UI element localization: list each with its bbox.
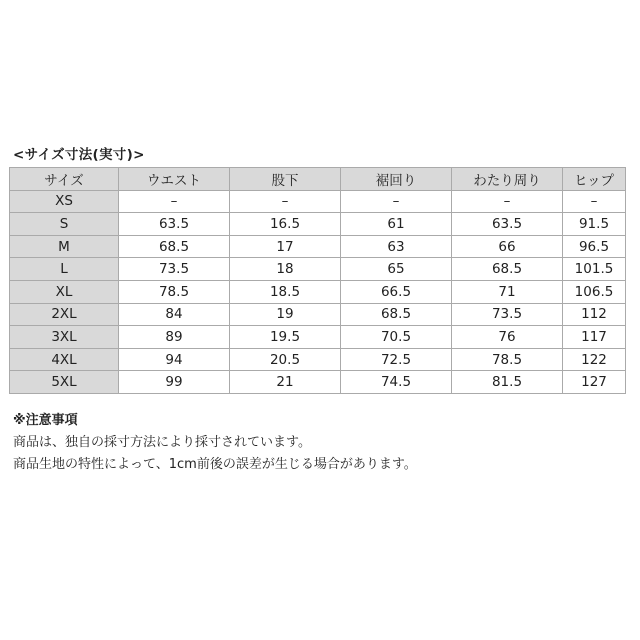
cell-size: S [10, 213, 119, 236]
cell-hip: 96.5 [563, 235, 626, 258]
cell-inseam: 19.5 [230, 326, 341, 349]
table-row [10, 235, 626, 258]
header-waist: ウエスト [119, 168, 230, 191]
cell-size: 5XL [10, 371, 119, 394]
cell-thigh: 63.5 [452, 213, 563, 236]
cell-hem: 74.5 [341, 371, 452, 394]
table-row [10, 371, 626, 394]
cell-thigh: 78.5 [452, 348, 563, 371]
cell-inseam: 20.5 [230, 348, 341, 371]
table-row [10, 303, 626, 326]
cell-thigh: – [452, 190, 563, 213]
cell-size: L [10, 258, 119, 281]
cell-inseam: 17 [230, 235, 341, 258]
cell-inseam: 21 [230, 371, 341, 394]
cell-hem: 70.5 [341, 326, 452, 349]
cell-size: XL [10, 280, 119, 303]
cell-hip: 127 [563, 371, 626, 394]
size-chart-title: <サイズ寸法(実寸)> [13, 147, 145, 163]
table-row [10, 258, 626, 281]
header-thigh: わたり周り [452, 168, 563, 191]
cell-hip: – [563, 190, 626, 213]
cell-hem: 66.5 [341, 280, 452, 303]
cell-thigh: 66 [452, 235, 563, 258]
cell-size: 2XL [10, 303, 119, 326]
cell-hip: 106.5 [563, 280, 626, 303]
cell-waist: 73.5 [119, 258, 230, 281]
cell-hem: 68.5 [341, 303, 452, 326]
header-hip: ヒップ [563, 168, 626, 191]
table-header-row [10, 168, 626, 191]
header-size: サイズ [10, 168, 119, 191]
cell-hip: 112 [563, 303, 626, 326]
note-line: 商品は、独自の採寸方法により採寸されています。 [13, 435, 311, 450]
cell-thigh: 68.5 [452, 258, 563, 281]
cell-size: 4XL [10, 348, 119, 371]
cell-size: XS [10, 190, 119, 213]
cell-waist: 89 [119, 326, 230, 349]
notes-title: ※注意事項 [13, 413, 78, 428]
table-row [10, 326, 626, 349]
cell-hip: 117 [563, 326, 626, 349]
cell-size: M [10, 235, 119, 258]
cell-hem: – [341, 190, 452, 213]
notes-section [13, 410, 417, 476]
note-line: 商品生地の特性によって、1cm前後の誤差が生じる場合があります。 [13, 457, 417, 472]
cell-inseam: – [230, 190, 341, 213]
cell-waist: – [119, 190, 230, 213]
cell-inseam: 19 [230, 303, 341, 326]
cell-thigh: 73.5 [452, 303, 563, 326]
cell-thigh: 81.5 [452, 371, 563, 394]
cell-thigh: 76 [452, 326, 563, 349]
table-row [10, 348, 626, 371]
cell-waist: 94 [119, 348, 230, 371]
cell-hem: 63 [341, 235, 452, 258]
table-row [10, 190, 626, 213]
cell-hip: 91.5 [563, 213, 626, 236]
cell-waist: 63.5 [119, 213, 230, 236]
cell-hip: 122 [563, 348, 626, 371]
size-table [9, 167, 626, 394]
table-row [10, 280, 626, 303]
cell-hem: 65 [341, 258, 452, 281]
header-inseam: 股下 [230, 168, 341, 191]
cell-size: 3XL [10, 326, 119, 349]
cell-waist: 99 [119, 371, 230, 394]
cell-waist: 68.5 [119, 235, 230, 258]
cell-hem: 61 [341, 213, 452, 236]
cell-inseam: 16.5 [230, 213, 341, 236]
cell-hem: 72.5 [341, 348, 452, 371]
cell-hip: 101.5 [563, 258, 626, 281]
cell-inseam: 18.5 [230, 280, 341, 303]
cell-thigh: 71 [452, 280, 563, 303]
cell-waist: 78.5 [119, 280, 230, 303]
table-row [10, 213, 626, 236]
header-hem: 裾回り [341, 168, 452, 191]
cell-inseam: 18 [230, 258, 341, 281]
cell-waist: 84 [119, 303, 230, 326]
